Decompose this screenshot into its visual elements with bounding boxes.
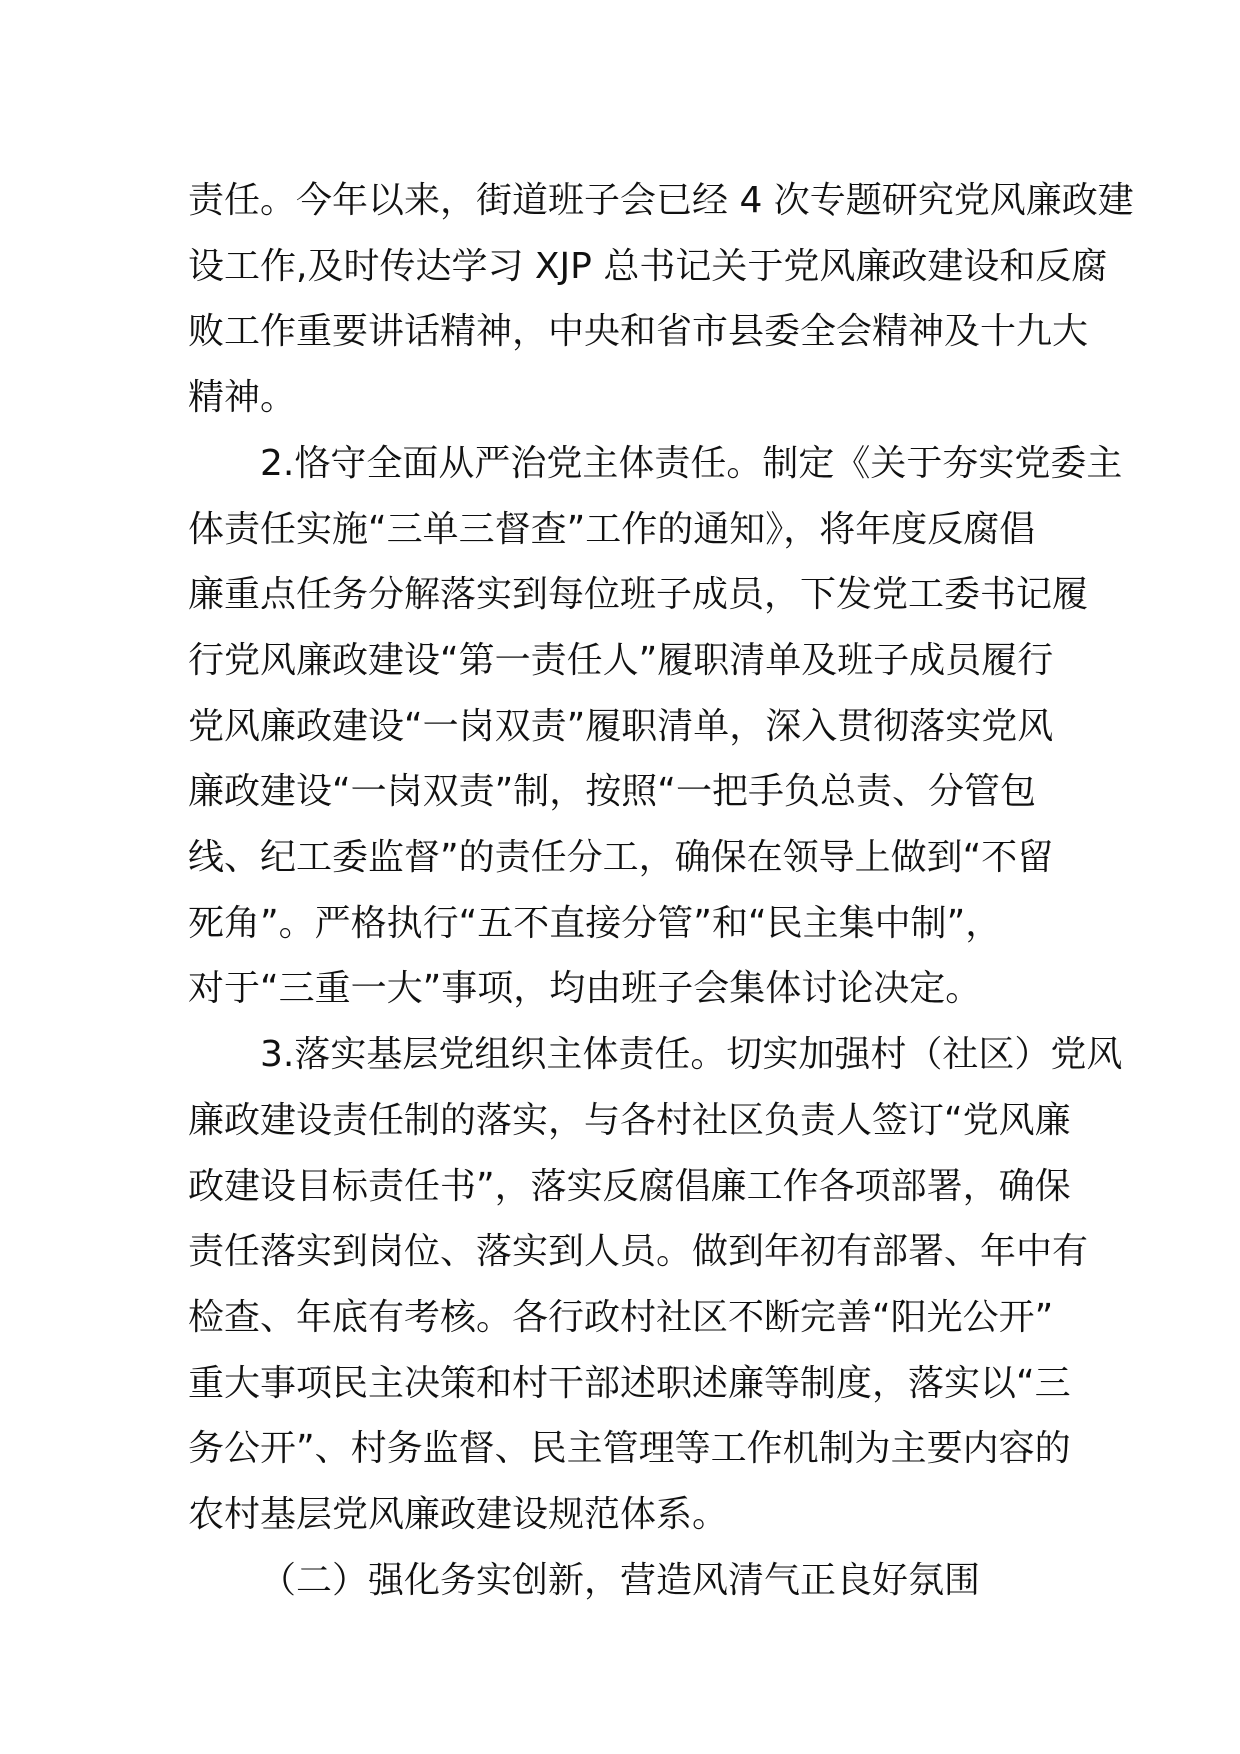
text-line: 务公开”、村务监督、民主管理等工作机制为主要内容的 bbox=[188, 1428, 1071, 1470]
text-line: 死角”。严格执行“五不直接分管”和“民主集中制”， bbox=[188, 902, 1002, 944]
text-line: 败工作重要讲话精神，中央和省市县委全会精神及十九大 bbox=[188, 311, 1089, 353]
text-line: 设工作,及时传达学习 XJP 总书记关于党风廉政建设和反腐 bbox=[188, 245, 1108, 287]
heading-line: （二）强化务实创新，营造风清气正良好氛围 bbox=[260, 1559, 981, 1601]
paragraph-item-3 bbox=[188, 1022, 1123, 1548]
text-line: 政建设目标责任书”，落实反腐倡廉工作各项部署，确保 bbox=[188, 1165, 1071, 1207]
text-line: 2.恪守全面从严治党主体责任。制定《关于夯实党委主 bbox=[260, 442, 1123, 484]
text-line: 体责任实施“三单三督查”工作的通知》，将年度反腐倡 bbox=[188, 508, 1036, 550]
text-line: 线、纪工委监督”的责任分工，确保在领导上做到“不留 bbox=[188, 837, 1054, 879]
text-line: 3.落实基层党组织主体责任。切实加强村（社区）党风 bbox=[260, 1034, 1123, 1076]
text-line: 廉重点任务分解落实到每位班子成员，下发党工委书记履 bbox=[188, 574, 1089, 616]
section-heading bbox=[188, 1548, 1058, 1614]
text-line: 廉政建设责任制的落实，与各村社区负责人签订“党风廉 bbox=[188, 1099, 1071, 1141]
text-line: 农村基层党风廉政建设规范体系。 bbox=[188, 1494, 729, 1536]
text-line: 对于“三重一大”事项，均由班子会集体讨论决定。 bbox=[188, 968, 982, 1010]
document-page bbox=[188, 168, 1134, 1613]
text-line: 行党风廉政建设“第一责任人”履职清单及班子成员履行 bbox=[188, 639, 1054, 681]
text-line: 检查、年底有考核。各行政村社区不断完善“阳光公开” bbox=[188, 1296, 1054, 1338]
paragraph-continuation bbox=[188, 168, 1134, 431]
text-line: 重大事项民主决策和村干部述职述廉等制度，落实以“三 bbox=[188, 1362, 1071, 1404]
text-line: 责任。今年以来，街道班子会已经 4 次专题研究党风廉政建 bbox=[188, 180, 1134, 221]
paragraph-item-2 bbox=[188, 431, 1123, 1022]
text-line: 廉政建设“一岗双责”制，按照“一把手负总责、分管包 bbox=[188, 771, 1036, 813]
text-line: 精神。 bbox=[188, 377, 297, 419]
text-line: 责任落实到岗位、落实到人员。做到年初有部署、年中有 bbox=[188, 1231, 1089, 1273]
text-line: 党风廉政建设“一岗双责”履职清单，深入贯彻落实党风 bbox=[188, 705, 1054, 747]
